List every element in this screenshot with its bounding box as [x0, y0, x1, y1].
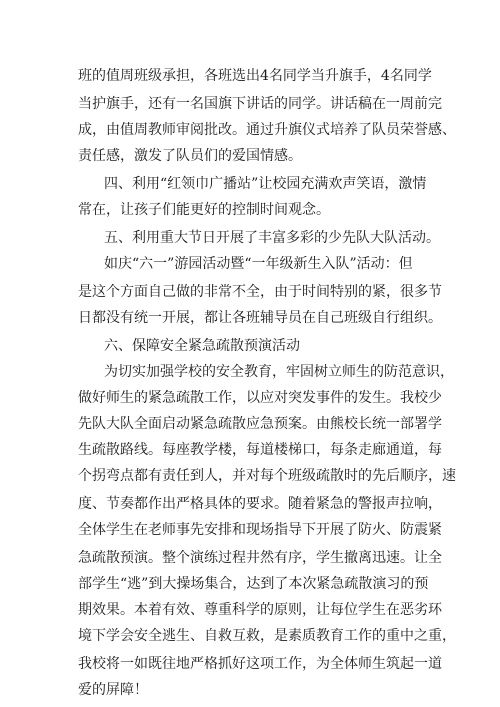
body-text-line: 是这个方面自己做的非常不全，由于时间特别的紧，很多节: [78, 284, 442, 300]
body-text-line: 常在，让孩子们能更好的控制时间观念。: [78, 202, 330, 218]
body-text-line: 期效果。本着有效、尊重科学的原则，让每位学生在恶劣环: [78, 602, 442, 618]
body-text-line: 生疏散路线。每座教学楼，每道楼梯口，每条走廊通道，每: [78, 442, 442, 458]
body-text-line: 为切实加强学校的安全教育，牢固树立师生的防范意识，: [104, 364, 454, 380]
body-text-line: 部学生“逃”到大操场集合，达到了本次紧急疏散演习的预: [78, 576, 429, 592]
section-heading-4: 四、利用“红领巾广播站”让校园充满欢声笑语，激情: [104, 176, 427, 192]
body-text-line: 日都没有统一开展，都让各班辅导员在自己班级自行组织。: [78, 310, 442, 326]
body-text-line: 做好师生的紧急疏散工作，以应对突发事件的发生。我校少: [78, 390, 442, 406]
body-text-line: 爱的屏障！: [78, 682, 148, 698]
body-text-line: 如庆“六一”游园活动暨“一年级新生入队”活动：但: [104, 256, 413, 272]
section-heading-5: 五、利用重大节日开展了丰富多彩的少先队大队活动。: [104, 230, 440, 246]
body-text-line: 我校将一如既往地严格抓好这项工作，为全体师生筑起一道: [78, 656, 442, 672]
body-text-line: 境下学会安全逃生、自救互救，是素质教育工作的重中之重，: [78, 628, 456, 644]
body-text-line: 急疏散预演。整个演练过程井然有序，学生撤离迅速。让全: [78, 550, 442, 566]
body-text-line: 先队大队全面启动紧急疏散应急预案。由熊校长统一部署学: [78, 416, 442, 432]
body-text-line: 成，由值周教师审阅批改。通过升旗仪式培养了队员荣誉感、: [78, 122, 456, 138]
body-text-line: 全体学生在老师事先安排和现场指导下开展了防火、防震紧: [78, 522, 442, 538]
section-heading-6: 六、保障安全紧急疏散预演活动: [104, 338, 300, 354]
body-text-line: 责任感，激发了队员们的爱国情感。: [78, 148, 302, 164]
body-text-line: 度、节奏都作出严格具体的要求。随着紧急的警报声拉响，: [78, 496, 442, 512]
body-text-line: 当护旗手，还有一名国旗下讲话的同学。讲话稿在一周前完: [78, 96, 442, 112]
body-text-line: 个拐弯点都有责任到人，并对每个班级疏散时的先后顺序，速: [78, 468, 456, 484]
body-text-line: 班的值周班级承担，各班选出4名同学当升旗手，4名同学: [78, 68, 432, 84]
